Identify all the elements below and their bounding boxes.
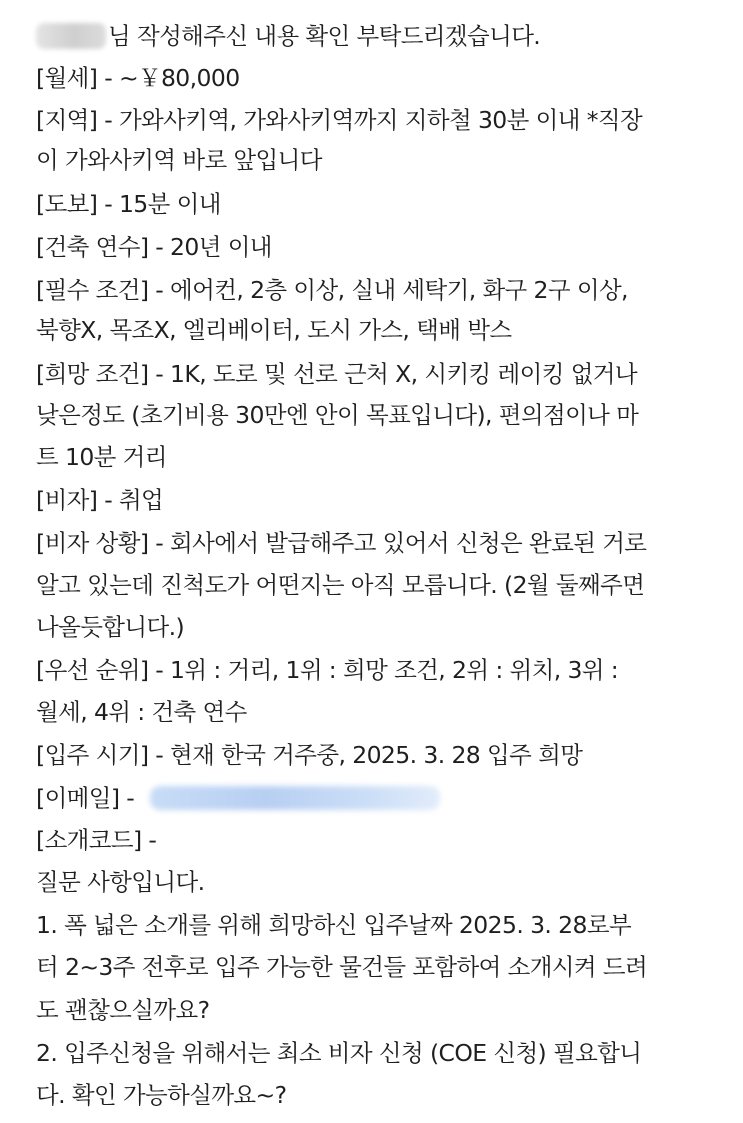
greeting-text: 님 작성해주신 내용 확인 부탁드리겠습니다. bbox=[108, 22, 541, 50]
preferred-line-3: 트 10분 거리 bbox=[36, 443, 167, 471]
required-line-2: 북향X, 목조X, 엘리베이터, 도시 가스, 택배 박스 bbox=[36, 316, 512, 344]
walk-line: [도보] - 15분 이내 bbox=[36, 190, 221, 218]
preferred-line-2: 낮은정도 (초기비용 30만엔 안이 목표입니다), 편의점이나 마 bbox=[36, 401, 639, 429]
area-line-2: 이 가와사키역 바로 앞입니다 bbox=[36, 146, 322, 174]
visa-status-line-3: 나올듯합니다.) bbox=[36, 613, 185, 641]
priority-line-1: [우선 순위] - 1위 : 거리, 1위 : 희망 조건, 2위 : 위치, 3위 : bbox=[36, 656, 619, 684]
redacted-email bbox=[150, 786, 440, 810]
question-1-line-1: 1. 폭 넓은 소개를 위해 희망하신 입주날짜 2025. 3. 28로부 bbox=[36, 911, 632, 939]
move-in-line: [입주 시기] - 현재 한국 거주중, 2025. 3. 28 입주 희망 bbox=[36, 741, 583, 769]
email-line bbox=[36, 778, 440, 818]
area-line-1: [지역] - 가와사키역, 가와사키역까지 지하철 30분 이내 *직장 bbox=[36, 106, 643, 134]
referral-code-line: [소개코드] - bbox=[36, 826, 157, 854]
email-label: [이메일] - bbox=[36, 784, 135, 812]
priority-line-2: 월세, 4위 : 건축 연수 bbox=[36, 698, 247, 726]
redacted-name bbox=[36, 23, 106, 49]
greeting-line bbox=[36, 16, 540, 56]
required-line-1: [필수 조건] - 에어컨, 2층 이상, 실내 세탁기, 화구 2구 이상, bbox=[36, 276, 628, 304]
visa-line: [비자] - 취업 bbox=[36, 486, 164, 514]
question-1-line-3: 도 괜찮으실까요? bbox=[36, 996, 210, 1024]
question-2-line-2: 다. 확인 가능하실까요~? bbox=[36, 1081, 287, 1109]
rent-line: [월세] - ~￥80,000 bbox=[36, 64, 240, 92]
question-2-line-1: 2. 입주신청을 위해서는 최소 비자 신청 (COE 신청) 필요합니 bbox=[36, 1039, 642, 1067]
preferred-line-1: [희망 조건] - 1K, 도로 및 선로 근처 X, 시키킹 레이킹 없거나 bbox=[36, 360, 638, 388]
question-1-line-2: 터 2~3주 전후로 입주 가능한 물건들 포함하여 소개시켜 드려 bbox=[36, 953, 648, 981]
visa-status-line-2: 알고 있는데 진척도가 어떤지는 아직 모릅니다. (2월 둘째주면 bbox=[36, 571, 645, 599]
visa-status-line-1: [비자 상황] - 회사에서 발급해주고 있어서 신청은 완료된 거로 bbox=[36, 529, 647, 557]
building-age-line: [건축 연수] - 20년 이내 bbox=[36, 233, 272, 261]
questions-heading: 질문 사항입니다. bbox=[36, 868, 205, 896]
